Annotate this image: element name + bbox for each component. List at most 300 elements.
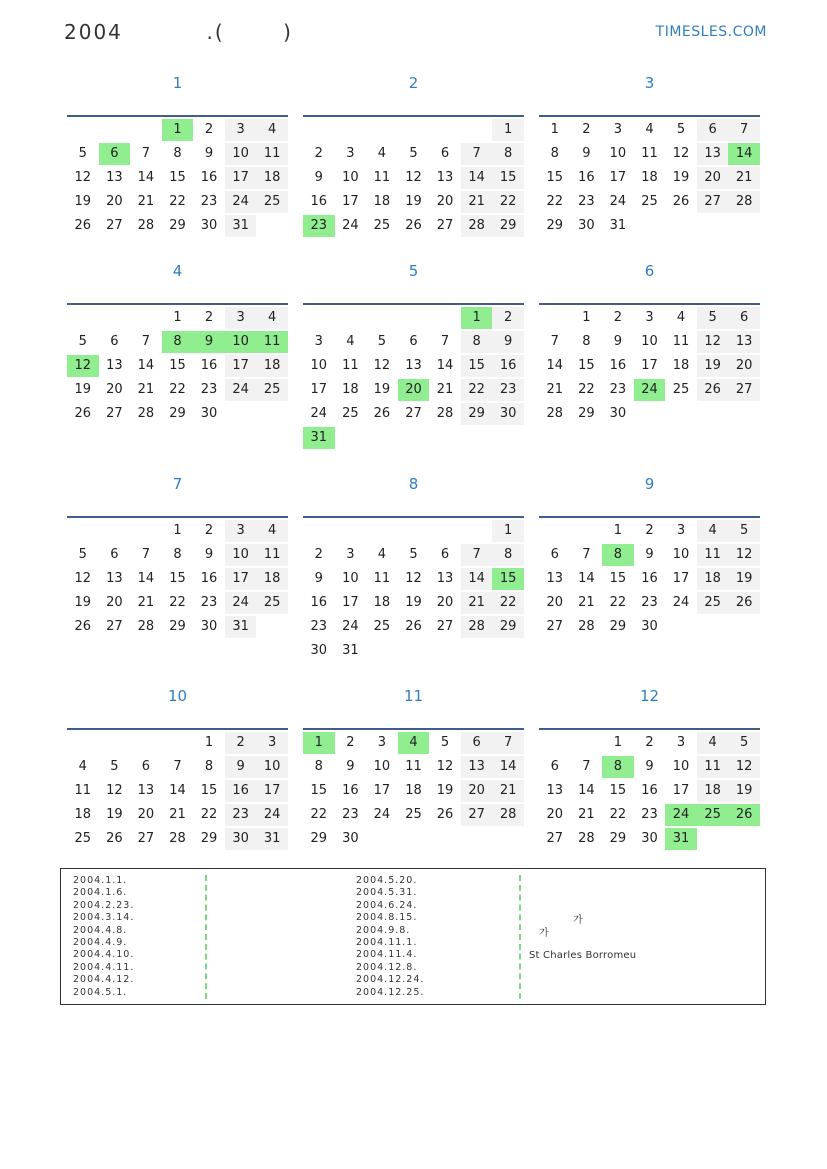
day-cell[interactable]: 31	[342, 643, 359, 658]
day-cell[interactable]: 17	[310, 382, 328, 397]
day-cell[interactable]: 22	[492, 191, 524, 213]
day-cell[interactable]: 31	[225, 616, 257, 638]
day-cell[interactable]: 9	[645, 759, 654, 774]
day-cell[interactable]: 25	[697, 592, 729, 614]
day-cell[interactable]: 31	[665, 828, 697, 850]
day-cell[interactable]: 26	[74, 406, 92, 421]
day-cell[interactable]: 27	[106, 406, 123, 421]
day-cell[interactable]: 23	[303, 215, 335, 237]
day-cell[interactable]: 20	[398, 379, 430, 401]
day-cell[interactable]: 5	[110, 759, 119, 774]
day-cell[interactable]: 22	[546, 194, 564, 209]
day-cell[interactable]: 21	[578, 595, 595, 610]
day-cell[interactable]: 4	[697, 732, 729, 754]
day-cell[interactable]: 25	[672, 382, 690, 397]
day-cell[interactable]: 13	[546, 571, 564, 586]
day-cell[interactable]: 17	[225, 568, 257, 590]
day-cell[interactable]: 24	[665, 804, 697, 826]
day-cell[interactable]: 23	[200, 382, 218, 397]
day-cell[interactable]: 3	[377, 735, 387, 750]
day-cell[interactable]: 21	[461, 592, 493, 614]
day-cell[interactable]: 26	[436, 807, 454, 822]
day-cell[interactable]: 28	[137, 406, 155, 421]
day-cell[interactable]: 21	[578, 807, 595, 822]
day-cell[interactable]: 30	[200, 406, 218, 421]
day-cell[interactable]: 29	[492, 215, 524, 237]
day-cell[interactable]: 10	[225, 143, 257, 165]
day-cell[interactable]: 6	[697, 119, 729, 141]
day-cell[interactable]: 3	[225, 119, 257, 141]
day-cell[interactable]: 20	[106, 595, 123, 610]
day-cell[interactable]: 10	[373, 759, 391, 774]
day-cell[interactable]: 16	[492, 355, 524, 377]
day-cell[interactable]: 8	[173, 547, 182, 562]
day-cell[interactable]: 9	[314, 170, 323, 185]
day-cell[interactable]: 15	[169, 571, 186, 586]
day-cell[interactable]: 15	[461, 355, 493, 377]
day-cell[interactable]: 19	[373, 382, 391, 397]
day-cell[interactable]: 10	[310, 358, 328, 373]
day-cell[interactable]: 21	[137, 194, 155, 209]
day-cell[interactable]: 9	[204, 547, 214, 562]
day-cell[interactable]: 31	[609, 218, 627, 233]
day-cell[interactable]: 4	[346, 334, 355, 349]
day-cell[interactable]: 6	[409, 334, 418, 349]
day-cell[interactable]: 4	[256, 119, 288, 141]
day-cell[interactable]: 1	[173, 523, 182, 538]
day-cell[interactable]: 26	[74, 218, 92, 233]
day-cell[interactable]: 27	[106, 218, 123, 233]
day-cell[interactable]: 6	[440, 146, 450, 161]
day-cell[interactable]: 11	[342, 358, 359, 373]
day-cell[interactable]: 15	[609, 571, 627, 586]
day-cell[interactable]: 1	[204, 735, 214, 750]
day-cell[interactable]: 25	[256, 379, 288, 401]
day-cell[interactable]: 9	[314, 571, 323, 586]
day-cell[interactable]: 6	[461, 732, 493, 754]
day-cell[interactable]: 3	[225, 307, 257, 329]
day-cell[interactable]: 13	[697, 143, 729, 165]
day-cell[interactable]: 5	[78, 146, 87, 161]
day-cell[interactable]: 21	[137, 382, 155, 397]
day-cell[interactable]: 15	[310, 783, 328, 798]
day-cell[interactable]: 18	[342, 382, 359, 397]
day-cell[interactable]: 17	[373, 783, 391, 798]
day-cell[interactable]: 31	[225, 215, 257, 237]
day-cell[interactable]: 27	[436, 218, 454, 233]
day-cell[interactable]: 13	[137, 783, 155, 798]
day-cell[interactable]: 7	[141, 146, 151, 161]
day-cell[interactable]: 5	[697, 307, 729, 329]
day-cell[interactable]: 9	[645, 547, 654, 562]
day-cell[interactable]: 19	[728, 568, 760, 590]
day-cell[interactable]: 18	[697, 780, 729, 802]
day-cell[interactable]: 21	[492, 780, 524, 802]
day-cell[interactable]: 27	[137, 831, 155, 846]
day-cell[interactable]: 26	[405, 619, 422, 634]
day-cell[interactable]: 14	[546, 358, 564, 373]
day-cell[interactable]: 11	[256, 331, 288, 353]
day-cell[interactable]: 17	[342, 194, 359, 209]
day-cell[interactable]: 1	[492, 520, 524, 542]
day-cell[interactable]: 5	[409, 146, 418, 161]
day-cell[interactable]: 16	[200, 571, 218, 586]
day-cell[interactable]: 24	[342, 218, 359, 233]
day-cell[interactable]: 20	[461, 780, 493, 802]
day-cell[interactable]: 9	[492, 331, 524, 353]
day-cell[interactable]: 27	[697, 191, 729, 213]
day-cell[interactable]: 6	[550, 759, 559, 774]
day-cell[interactable]: 7	[728, 119, 760, 141]
day-cell[interactable]: 15	[492, 568, 524, 590]
day-cell[interactable]: 29	[609, 619, 627, 634]
day-cell[interactable]: 12	[697, 331, 729, 353]
day-cell[interactable]: 12	[106, 783, 123, 798]
day-cell[interactable]: 24	[225, 379, 257, 401]
day-cell[interactable]: 22	[578, 382, 595, 397]
day-cell[interactable]: 30	[578, 218, 595, 233]
day-cell[interactable]: 20	[106, 382, 123, 397]
day-cell[interactable]: 26	[672, 194, 690, 209]
day-cell[interactable]: 10	[225, 544, 257, 566]
day-cell[interactable]: 6	[141, 759, 151, 774]
day-cell[interactable]: 3	[645, 310, 654, 325]
day-cell[interactable]: 25	[373, 619, 391, 634]
day-cell[interactable]: 14	[137, 571, 155, 586]
day-cell[interactable]: 23	[200, 194, 218, 209]
day-cell[interactable]: 17	[342, 595, 359, 610]
day-cell[interactable]: 5	[78, 547, 87, 562]
day-cell[interactable]: 12	[728, 756, 760, 778]
day-cell[interactable]: 24	[342, 619, 359, 634]
day-cell[interactable]: 21	[728, 167, 760, 189]
day-cell[interactable]: 22	[492, 592, 524, 614]
day-cell[interactable]: 14	[137, 358, 155, 373]
day-cell[interactable]: 29	[578, 406, 595, 421]
day-cell[interactable]: 19	[74, 382, 92, 397]
day-cell[interactable]: 3	[346, 547, 355, 562]
day-cell[interactable]: 5	[676, 122, 686, 137]
day-cell[interactable]: 9	[582, 146, 591, 161]
day-cell[interactable]: 18	[373, 595, 391, 610]
day-cell[interactable]: 22	[169, 595, 186, 610]
day-cell[interactable]: 1	[303, 732, 335, 754]
day-cell[interactable]: 18	[256, 568, 288, 590]
day-cell[interactable]: 25	[256, 592, 288, 614]
day-cell[interactable]: 18	[405, 783, 422, 798]
day-cell[interactable]: 17	[641, 358, 658, 373]
day-cell[interactable]: 2	[645, 735, 654, 750]
day-cell[interactable]: 20	[546, 807, 564, 822]
day-cell[interactable]: 6	[728, 307, 760, 329]
day-cell[interactable]: 1	[582, 310, 591, 325]
day-cell[interactable]: 8	[602, 544, 634, 566]
day-cell[interactable]: 10	[342, 170, 359, 185]
day-cell[interactable]: 16	[641, 783, 658, 798]
day-cell[interactable]: 23	[578, 194, 595, 209]
day-cell[interactable]: 5	[78, 334, 87, 349]
day-cell[interactable]: 2	[314, 547, 323, 562]
day-cell[interactable]: 13	[436, 571, 454, 586]
day-cell[interactable]: 23	[342, 807, 359, 822]
day-cell[interactable]: 28	[461, 215, 493, 237]
day-cell[interactable]: 20	[436, 595, 454, 610]
day-cell[interactable]: 24	[672, 595, 690, 610]
day-cell[interactable]: 29	[169, 619, 186, 634]
day-cell[interactable]: 30	[342, 831, 359, 846]
day-cell[interactable]: 17	[672, 571, 690, 586]
day-cell[interactable]: 22	[169, 194, 186, 209]
day-cell[interactable]: 14	[137, 170, 155, 185]
day-cell[interactable]: 3	[613, 122, 623, 137]
day-cell[interactable]: 6	[550, 547, 559, 562]
day-cell[interactable]: 11	[641, 146, 658, 161]
day-cell[interactable]: 24	[609, 194, 627, 209]
day-cell[interactable]: 17	[225, 355, 257, 377]
day-cell[interactable]: 11	[697, 756, 729, 778]
day-cell[interactable]: 24	[256, 804, 288, 826]
day-cell[interactable]: 7	[141, 334, 151, 349]
day-cell[interactable]: 18	[697, 568, 729, 590]
day-cell[interactable]: 22	[461, 379, 493, 401]
day-cell[interactable]: 8	[314, 759, 323, 774]
day-cell[interactable]: 3	[676, 523, 686, 538]
day-cell[interactable]: 13	[436, 170, 454, 185]
day-cell[interactable]: 24	[310, 406, 328, 421]
day-cell[interactable]: 20	[546, 595, 564, 610]
day-cell[interactable]: 3	[314, 334, 323, 349]
day-cell[interactable]: 23	[200, 595, 218, 610]
day-cell[interactable]: 10	[342, 571, 359, 586]
day-cell[interactable]: 15	[200, 783, 218, 798]
day-cell[interactable]: 19	[697, 355, 729, 377]
day-cell[interactable]: 1	[173, 310, 182, 325]
day-cell[interactable]: 20	[697, 167, 729, 189]
day-cell[interactable]: 8	[162, 331, 194, 353]
site-logo-text[interactable]: TIMESLES.COM	[655, 24, 767, 40]
day-cell[interactable]: 24	[373, 807, 391, 822]
day-cell[interactable]: 7	[141, 547, 151, 562]
day-cell[interactable]: 22	[200, 807, 218, 822]
day-cell[interactable]: 10	[256, 756, 288, 778]
day-cell[interactable]: 28	[578, 831, 595, 846]
day-cell[interactable]: 18	[373, 194, 391, 209]
day-cell[interactable]: 19	[405, 194, 422, 209]
day-cell[interactable]: 21	[461, 191, 493, 213]
day-cell[interactable]: 2	[613, 310, 623, 325]
day-cell[interactable]: 19	[672, 170, 690, 185]
day-cell[interactable]: 13	[106, 571, 123, 586]
day-cell[interactable]: 2	[582, 122, 591, 137]
day-cell[interactable]: 28	[137, 218, 155, 233]
day-cell[interactable]: 1	[613, 735, 623, 750]
day-cell[interactable]: 29	[492, 616, 524, 638]
day-cell[interactable]: 8	[582, 334, 591, 349]
day-cell[interactable]: 7	[492, 732, 524, 754]
day-cell[interactable]: 21	[546, 382, 564, 397]
day-cell[interactable]: 30	[200, 619, 218, 634]
day-cell[interactable]: 15	[578, 358, 595, 373]
day-cell[interactable]: 21	[436, 382, 454, 397]
day-cell[interactable]: 10	[609, 146, 627, 161]
day-cell[interactable]: 5	[440, 735, 450, 750]
day-cell[interactable]: 28	[492, 804, 524, 826]
day-cell[interactable]: 6	[99, 143, 131, 165]
day-cell[interactable]: 12	[67, 355, 99, 377]
day-cell[interactable]: 19	[728, 780, 760, 802]
day-cell[interactable]: 11	[373, 571, 391, 586]
day-cell[interactable]: 2	[492, 307, 524, 329]
day-cell[interactable]: 12	[728, 544, 760, 566]
day-cell[interactable]: 28	[436, 406, 454, 421]
day-cell[interactable]: 21	[137, 595, 155, 610]
day-cell[interactable]: 26	[74, 619, 92, 634]
day-cell[interactable]: 3	[225, 520, 257, 542]
day-cell[interactable]: 13	[461, 756, 493, 778]
day-cell[interactable]: 1	[492, 119, 524, 141]
day-cell[interactable]: 4	[398, 732, 430, 754]
day-cell[interactable]: 19	[74, 194, 92, 209]
day-cell[interactable]: 29	[609, 831, 627, 846]
day-cell[interactable]: 25	[405, 807, 422, 822]
day-cell[interactable]: 13	[106, 170, 123, 185]
day-cell[interactable]: 12	[74, 571, 92, 586]
day-cell[interactable]: 23	[609, 382, 627, 397]
day-cell[interactable]: 20	[137, 807, 155, 822]
day-cell[interactable]: 14	[461, 167, 493, 189]
day-cell[interactable]: 3	[346, 146, 355, 161]
day-cell[interactable]: 12	[405, 170, 422, 185]
day-cell[interactable]: 3	[676, 735, 686, 750]
day-cell[interactable]: 6	[110, 334, 119, 349]
day-cell[interactable]: 12	[373, 358, 391, 373]
day-cell[interactable]: 7	[582, 547, 591, 562]
day-cell[interactable]: 11	[405, 759, 422, 774]
day-cell[interactable]: 12	[74, 170, 92, 185]
day-cell[interactable]: 4	[697, 520, 729, 542]
day-cell[interactable]: 27	[546, 619, 564, 634]
day-cell[interactable]: 28	[169, 831, 186, 846]
day-cell[interactable]: 24	[225, 191, 257, 213]
day-cell[interactable]: 28	[578, 619, 595, 634]
day-cell[interactable]: 4	[256, 520, 288, 542]
day-cell[interactable]: 10	[225, 331, 257, 353]
day-cell[interactable]: 16	[641, 571, 658, 586]
day-cell[interactable]: 4	[256, 307, 288, 329]
day-cell[interactable]: 25	[256, 191, 288, 213]
day-cell[interactable]: 11	[256, 544, 288, 566]
day-cell[interactable]: 1	[162, 119, 194, 141]
day-cell[interactable]: 5	[409, 547, 418, 562]
day-cell[interactable]: 22	[169, 382, 186, 397]
day-cell[interactable]: 11	[256, 143, 288, 165]
day-cell[interactable]: 20	[106, 194, 123, 209]
day-cell[interactable]: 27	[106, 619, 123, 634]
day-cell[interactable]: 10	[672, 759, 690, 774]
day-cell[interactable]: 27	[728, 379, 760, 401]
day-cell[interactable]: 22	[310, 807, 328, 822]
day-cell[interactable]: 14	[436, 358, 454, 373]
day-cell[interactable]: 14	[492, 756, 524, 778]
day-cell[interactable]: 12	[436, 759, 454, 774]
day-cell[interactable]: 8	[204, 759, 214, 774]
day-cell[interactable]: 19	[436, 783, 454, 798]
day-cell[interactable]: 2	[204, 523, 214, 538]
day-cell[interactable]: 7	[582, 759, 591, 774]
day-cell[interactable]: 23	[641, 807, 658, 822]
day-cell[interactable]: 16	[200, 170, 218, 185]
day-cell[interactable]: 14	[461, 568, 493, 590]
day-cell[interactable]: 26	[728, 592, 760, 614]
day-cell[interactable]: 5	[377, 334, 387, 349]
day-cell[interactable]: 16	[225, 780, 257, 802]
day-cell[interactable]: 15	[169, 170, 186, 185]
day-cell[interactable]: 25	[641, 194, 658, 209]
day-cell[interactable]: 7	[461, 544, 493, 566]
day-cell[interactable]: 10	[672, 547, 690, 562]
day-cell[interactable]: 13	[106, 358, 123, 373]
day-cell[interactable]: 2	[225, 732, 257, 754]
day-cell[interactable]: 11	[697, 544, 729, 566]
day-cell[interactable]: 25	[373, 218, 391, 233]
day-cell[interactable]: 25	[74, 831, 92, 846]
day-cell[interactable]: 30	[641, 831, 658, 846]
day-cell[interactable]: 29	[461, 403, 493, 425]
day-cell[interactable]: 1	[613, 523, 623, 538]
day-cell[interactable]: 17	[256, 780, 288, 802]
day-cell[interactable]: 23	[492, 379, 524, 401]
day-cell[interactable]: 26	[697, 379, 729, 401]
day-cell[interactable]: 27	[461, 804, 493, 826]
day-cell[interactable]: 28	[728, 191, 760, 213]
day-cell[interactable]: 18	[672, 358, 690, 373]
day-cell[interactable]: 29	[200, 831, 218, 846]
day-cell[interactable]: 23	[225, 804, 257, 826]
day-cell[interactable]: 14	[578, 783, 595, 798]
day-cell[interactable]: 13	[728, 331, 760, 353]
day-cell[interactable]: 18	[256, 355, 288, 377]
day-cell[interactable]: 31	[256, 828, 288, 850]
day-cell[interactable]: 2	[204, 310, 214, 325]
day-cell[interactable]: 25	[697, 804, 729, 826]
day-cell[interactable]: 16	[310, 194, 328, 209]
day-cell[interactable]: 26	[728, 804, 760, 826]
day-cell[interactable]: 30	[200, 218, 218, 233]
day-cell[interactable]: 11	[74, 783, 92, 798]
day-cell[interactable]: 22	[609, 807, 627, 822]
day-cell[interactable]: 29	[169, 218, 186, 233]
day-cell[interactable]: 7	[440, 334, 450, 349]
day-cell[interactable]: 25	[342, 406, 359, 421]
day-cell[interactable]: 22	[609, 595, 627, 610]
day-cell[interactable]: 9	[613, 334, 623, 349]
day-cell[interactable]: 5	[728, 732, 760, 754]
day-cell[interactable]: 8	[492, 143, 524, 165]
day-cell[interactable]: 23	[310, 619, 328, 634]
day-cell[interactable]: 21	[169, 807, 186, 822]
day-cell[interactable]: 8	[492, 544, 524, 566]
day-cell[interactable]: 13	[405, 358, 422, 373]
day-cell[interactable]: 4	[676, 310, 686, 325]
day-cell[interactable]: 2	[645, 523, 654, 538]
day-cell[interactable]: 2	[346, 735, 355, 750]
day-cell[interactable]: 15	[546, 170, 564, 185]
day-cell[interactable]: 27	[546, 831, 564, 846]
day-cell[interactable]: 24	[634, 379, 666, 401]
day-cell[interactable]: 14	[728, 143, 760, 165]
day-cell[interactable]: 14	[169, 783, 186, 798]
day-cell[interactable]: 18	[256, 167, 288, 189]
